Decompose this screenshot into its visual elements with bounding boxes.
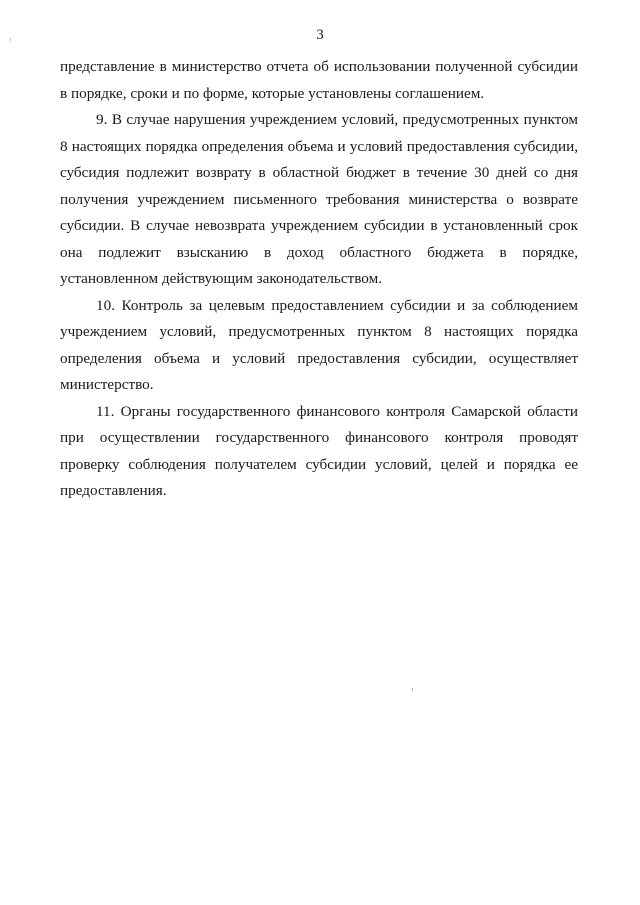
paragraph-continuation: представление в министерство отчета об использовании полученной субсидии в порядке, сроки и по форме, которые установлены соглашением. [60,58,578,102]
page-number: 3 [316,27,324,43]
paragraph-11: 11. Органы государственного финансового контроля Самарской области при осуществлении государственного финансового контроля проводят проверку соблюдения получателем субсидии условий, целей и порядка ее предоставления. [60,402,578,499]
scan-speck [412,688,413,691]
paragraph-10: 10. Контроль за целевым предоставлением субсидии и за соблюдением учреждением условий, предусмотренных пунктом 8 настоящих порядка определения объема и условий предоставления субсидии, осуществляет министерство. [60,296,578,393]
document-body [60,54,578,505]
paragraph-9: 9. В случае нарушения учреждением условий, предусмотренных пунктом 8 настоящих порядка определения объема и условий предоставления субсидии, субсидия подлежит возврату в областной бюджет в течение 30 дней со дня получения учреждением письменного требования министерства о возврате субсидии. В случае невозврата учреждением субсидии в установленный срок она подлежит взысканию в доход областного бюджета в порядке, установленном действующим законодательством. [60,111,578,287]
